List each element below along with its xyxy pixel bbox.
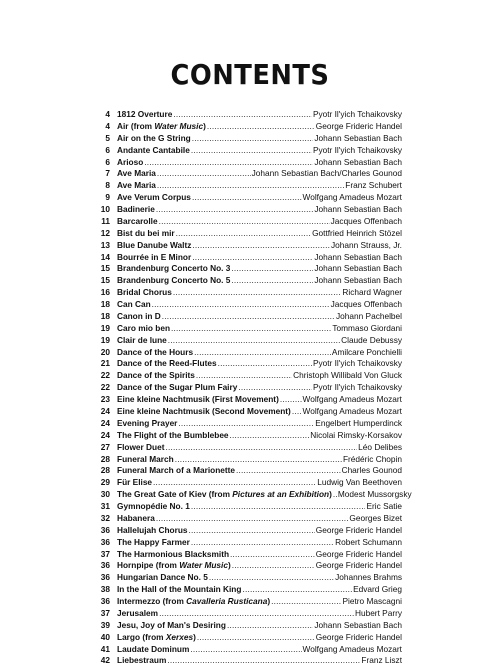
page-number: 21 bbox=[100, 358, 110, 369]
dot-leader bbox=[192, 132, 314, 144]
piece-title: Canon in D bbox=[117, 310, 161, 321]
composer-name: Frédéric Chopin bbox=[342, 453, 402, 464]
composer-name: Johann Sebastian Bach bbox=[314, 251, 402, 262]
dot-leader bbox=[231, 274, 313, 286]
dot-leader bbox=[152, 298, 330, 310]
toc-entry bbox=[117, 559, 402, 571]
piece-title: Dance of the Spirits bbox=[117, 370, 195, 381]
composer-name: Engelbert Humperdinck bbox=[315, 417, 402, 428]
page-number: 8 bbox=[105, 180, 110, 191]
composer-name: Johann Sebastian Bach bbox=[314, 263, 402, 274]
piece-title: Eine kleine Nachtmusik (First Movement) bbox=[117, 394, 279, 405]
dot-leader bbox=[167, 654, 360, 666]
toc-entry bbox=[117, 571, 402, 583]
dot-leader bbox=[191, 500, 366, 512]
composer-name: Johann Sebastian Bach bbox=[314, 204, 402, 215]
piece-title: Liebestraum bbox=[117, 655, 167, 666]
composer-name: George Frideric Handel bbox=[315, 120, 402, 131]
page-number: 19 bbox=[100, 334, 110, 345]
toc-row bbox=[0, 393, 500, 405]
toc-entry bbox=[117, 524, 402, 536]
toc-entry bbox=[117, 631, 402, 643]
dot-leader bbox=[191, 536, 334, 548]
dot-leader bbox=[196, 369, 292, 381]
page-number: 36 bbox=[100, 560, 110, 571]
toc-row bbox=[0, 227, 500, 239]
composer-name: Richard Wagner bbox=[342, 287, 402, 298]
toc-entry bbox=[117, 393, 402, 405]
toc-row bbox=[0, 464, 500, 476]
dot-leader bbox=[292, 405, 302, 417]
toc-entry bbox=[117, 548, 402, 560]
toc-row bbox=[0, 251, 500, 263]
composer-name: George Frideric Handel bbox=[315, 524, 402, 535]
composer-name: George Frideric Handel bbox=[315, 631, 402, 642]
composer-name: Tommaso Giordani bbox=[332, 322, 402, 333]
page-number: 29 bbox=[100, 477, 110, 488]
piece-title: Badinerie bbox=[117, 204, 155, 215]
toc-row bbox=[0, 441, 500, 453]
composer-name: Johann Sebastian Bach/Charles Gounod bbox=[251, 168, 402, 179]
piece-title: Für Elise bbox=[117, 477, 153, 488]
dot-leader bbox=[209, 571, 334, 583]
piece-title: Caro mio ben bbox=[117, 322, 171, 333]
dot-leader bbox=[173, 108, 312, 120]
toc-entry bbox=[117, 464, 402, 476]
toc-entry bbox=[117, 144, 402, 156]
composer-name: Franz Liszt bbox=[361, 655, 402, 666]
piece-title: Blue Danube Waltz bbox=[117, 239, 192, 250]
toc-row bbox=[0, 524, 500, 536]
toc-entry bbox=[117, 191, 402, 203]
toc-entry bbox=[117, 120, 402, 132]
composer-name: Johann Pachelbel bbox=[336, 310, 402, 321]
piece-title: Air on the G String bbox=[117, 132, 191, 143]
toc-row bbox=[0, 536, 500, 548]
page-number: 6 bbox=[105, 156, 110, 167]
dot-leader bbox=[231, 262, 313, 274]
page-number: 24 bbox=[100, 429, 110, 440]
page-number: 42 bbox=[100, 655, 110, 666]
page-number: 18 bbox=[100, 310, 110, 321]
composer-name: Claude Debussy bbox=[341, 334, 402, 345]
composer-name: Hubert Parry bbox=[354, 607, 402, 618]
piece-title: Funeral March of a Marionette bbox=[117, 465, 236, 476]
page-number: 24 bbox=[100, 417, 110, 428]
piece-title: Gymnopédie No. 1 bbox=[117, 501, 190, 512]
page-number: 36 bbox=[100, 524, 110, 535]
toc-row bbox=[0, 310, 500, 322]
toc-entry bbox=[117, 453, 402, 465]
dot-leader bbox=[173, 286, 342, 298]
page-number: 36 bbox=[100, 572, 110, 583]
dot-leader bbox=[194, 346, 331, 358]
piece-title: Can Can bbox=[117, 299, 151, 310]
page-number: 32 bbox=[100, 512, 110, 523]
toc-row bbox=[0, 476, 500, 488]
piece-title: Hungarian Dance No. 5 bbox=[117, 572, 208, 583]
piece-title: 1812 Overture bbox=[117, 109, 173, 119]
piece-title: Jerusalem bbox=[117, 607, 159, 618]
toc-entry bbox=[117, 488, 412, 500]
piece-title: Air (from Water Music) bbox=[117, 120, 206, 131]
page-number: 11 bbox=[101, 215, 110, 226]
toc-entry bbox=[117, 369, 402, 381]
toc-row bbox=[0, 346, 500, 358]
toc-entry bbox=[117, 322, 402, 334]
toc-row bbox=[0, 357, 500, 369]
composer-name: Pyotr Il'yich Tchaikovsky bbox=[312, 109, 402, 119]
piece-title: The Flight of the Bumblebee bbox=[117, 429, 229, 440]
toc-row bbox=[0, 179, 500, 191]
composer-name: Jacques Offenbach bbox=[330, 215, 402, 226]
piece-title: Habanera bbox=[117, 512, 155, 523]
dot-leader bbox=[159, 607, 354, 619]
composer-name: Johann Sebastian Bach bbox=[314, 156, 402, 167]
toc-entry bbox=[117, 346, 402, 358]
piece-title-italic: Pictures at an Exhibition bbox=[232, 489, 330, 500]
composer-name: Léo Delibes bbox=[358, 441, 402, 452]
piece-title: Barcarolle bbox=[117, 215, 158, 226]
toc-entry bbox=[117, 156, 402, 168]
dot-leader bbox=[159, 215, 330, 227]
toc-entry bbox=[117, 286, 402, 298]
piece-title: Ave Maria bbox=[117, 168, 156, 179]
page-number: 13 bbox=[100, 239, 110, 250]
toc-entry bbox=[117, 441, 402, 453]
toc-entry bbox=[117, 619, 402, 631]
dot-leader bbox=[280, 393, 302, 405]
dot-leader bbox=[197, 631, 315, 643]
toc-entry bbox=[117, 167, 402, 179]
dot-leader bbox=[178, 417, 314, 429]
dot-leader bbox=[175, 453, 342, 465]
composer-name: Johannes Brahms bbox=[335, 572, 402, 583]
toc-row bbox=[0, 298, 500, 310]
toc-row bbox=[0, 500, 500, 512]
page-number: 20 bbox=[100, 346, 110, 357]
toc-row bbox=[0, 488, 500, 500]
piece-title: Largo (from Xerxes) bbox=[117, 631, 196, 642]
dot-leader bbox=[189, 524, 315, 536]
dot-leader bbox=[238, 381, 312, 393]
piece-title: Andante Cantabile bbox=[117, 144, 190, 155]
piece-title: Intermezzo (from Cavalleria Rusticana) bbox=[117, 596, 271, 607]
page-number: 19 bbox=[100, 322, 110, 333]
composer-name: Eric Satie bbox=[366, 501, 402, 512]
dot-leader bbox=[156, 203, 314, 215]
toc-entry bbox=[117, 643, 402, 655]
piece-title: Ave Maria bbox=[117, 180, 156, 191]
piece-title: Eine kleine Nachtmusik (Second Movement) bbox=[117, 406, 291, 416]
toc-entry bbox=[117, 298, 402, 310]
page-number: 31 bbox=[100, 501, 110, 512]
piece-title: Ave Verum Corpus bbox=[117, 192, 191, 203]
page-number: 36 bbox=[100, 596, 110, 607]
toc-row bbox=[0, 595, 500, 607]
toc-entry bbox=[117, 215, 402, 227]
toc-entry bbox=[117, 262, 402, 274]
page-number: 37 bbox=[100, 607, 110, 618]
composer-name: Robert Schumann bbox=[335, 536, 402, 547]
page-number: 24 bbox=[100, 406, 110, 416]
toc-row bbox=[0, 453, 500, 465]
toc-row bbox=[0, 191, 500, 203]
composer-name: Pyotr Il'yich Tchaikovsky bbox=[312, 358, 402, 369]
dot-leader bbox=[192, 251, 313, 263]
toc-entry bbox=[117, 239, 402, 251]
page-number: 15 bbox=[100, 275, 110, 286]
toc-entry bbox=[117, 536, 402, 548]
composer-name: Gottfried Heinrich Stözel bbox=[312, 227, 402, 238]
piece-title: Clair de lune bbox=[117, 334, 167, 345]
toc-row bbox=[0, 286, 500, 298]
page-number: 9 bbox=[105, 192, 110, 203]
page-number: 12 bbox=[100, 227, 110, 238]
toc-row bbox=[0, 203, 500, 215]
page-number: 5 bbox=[105, 132, 110, 143]
dot-leader bbox=[230, 548, 315, 560]
toc-row bbox=[0, 512, 500, 524]
piece-title: Funeral March bbox=[117, 453, 174, 464]
toc-row bbox=[0, 548, 500, 560]
page-number: 41 bbox=[100, 643, 110, 654]
piece-title: Dance of the Reed-Flutes bbox=[117, 358, 217, 369]
toc-entry bbox=[117, 405, 402, 417]
composer-name: Johann Strauss, Jr. bbox=[330, 239, 402, 250]
page-number: 38 bbox=[100, 584, 110, 595]
dot-leader bbox=[168, 334, 340, 346]
piece-title: Bist du bei mir bbox=[117, 227, 175, 238]
dot-leader bbox=[165, 441, 357, 453]
toc-row bbox=[0, 156, 500, 168]
piece-title: Hornpipe (from Water Music) bbox=[117, 560, 231, 571]
dot-leader bbox=[271, 595, 341, 607]
toc-entry bbox=[117, 334, 402, 346]
toc-row bbox=[0, 274, 500, 286]
page-number: 28 bbox=[100, 465, 110, 476]
composer-name: Amilcare Ponchielli bbox=[331, 346, 402, 357]
composer-name: Edvard Grieg bbox=[353, 584, 402, 595]
piece-title-italic: Water Music bbox=[179, 560, 228, 571]
composer-name: Pyotr Il'yich Tchaikovsky bbox=[312, 144, 402, 155]
page-number: 39 bbox=[100, 619, 110, 630]
toc-row bbox=[0, 417, 500, 429]
page-number: 7 bbox=[105, 168, 110, 179]
dot-leader bbox=[242, 583, 352, 595]
page-number: 18 bbox=[100, 299, 110, 310]
toc-entry bbox=[117, 179, 402, 191]
piece-title: Laudate Dominum bbox=[117, 643, 190, 654]
toc-entry bbox=[117, 417, 402, 429]
page-number: 4 bbox=[105, 109, 110, 119]
composer-name: George Frideric Handel bbox=[315, 560, 402, 571]
toc-entry bbox=[117, 500, 402, 512]
toc-entry bbox=[117, 583, 402, 595]
toc-row bbox=[0, 334, 500, 346]
page-number: 4 bbox=[105, 120, 110, 131]
composer-name: George Frideric Handel bbox=[315, 548, 402, 559]
toc-entry bbox=[117, 108, 402, 120]
dot-leader bbox=[157, 179, 344, 191]
dot-leader bbox=[192, 239, 330, 251]
toc-row bbox=[0, 132, 500, 144]
toc-row bbox=[0, 262, 500, 274]
toc-entry bbox=[117, 512, 402, 524]
toc-row bbox=[0, 369, 500, 381]
dot-leader bbox=[236, 464, 341, 476]
toc-row bbox=[0, 583, 500, 595]
dot-leader bbox=[144, 156, 313, 168]
toc-row bbox=[0, 108, 500, 120]
piece-title-italic: Xerxes bbox=[165, 631, 194, 642]
page-number: 36 bbox=[100, 536, 110, 547]
toc-row bbox=[0, 559, 500, 571]
composer-name: Johann Sebastian Bach bbox=[314, 132, 402, 143]
toc-row bbox=[0, 571, 500, 583]
composer-name: Wolfgang Amadeus Mozart bbox=[302, 192, 402, 203]
dot-leader bbox=[230, 429, 310, 441]
toc-entry bbox=[117, 203, 402, 215]
composer-name: Charles Gounod bbox=[341, 465, 402, 476]
dot-leader bbox=[157, 167, 251, 179]
toc-row bbox=[0, 239, 500, 251]
dot-leader bbox=[333, 488, 337, 500]
composer-name: Johann Sebastian Bach bbox=[314, 619, 402, 630]
dot-leader bbox=[162, 310, 335, 322]
piece-title: Bridal Chorus bbox=[117, 287, 172, 298]
page-number: 28 bbox=[100, 453, 110, 464]
toc-row bbox=[0, 405, 500, 417]
toc-row bbox=[0, 381, 500, 393]
page-number: 15 bbox=[100, 263, 110, 274]
page-number: 10 bbox=[100, 204, 110, 215]
page-number: 16 bbox=[100, 287, 110, 298]
composer-name: Christoph Willibald Von Gluck bbox=[293, 370, 402, 381]
toc-row bbox=[0, 215, 500, 227]
page-number: 22 bbox=[100, 370, 110, 381]
toc-entry bbox=[117, 251, 402, 263]
page-number: 30 bbox=[100, 489, 110, 500]
composer-name: Pyotr Il'yich Tchaikovsky bbox=[312, 382, 402, 393]
composer-name: Wolfgang Amadeus Mozart bbox=[302, 643, 402, 654]
dot-leader bbox=[153, 476, 316, 488]
composer-name: Johann Sebastian Bach bbox=[314, 275, 402, 286]
piece-title: Brandenburg Concerto No. 3 bbox=[117, 263, 231, 274]
dot-leader bbox=[171, 322, 331, 334]
toc-entry bbox=[117, 654, 402, 666]
composer-name: Pietro Mascagni bbox=[342, 596, 402, 607]
toc-row bbox=[0, 607, 500, 619]
composer-name: Nicolai Rimsky-Korsakov bbox=[310, 429, 402, 440]
toc-entry bbox=[117, 381, 402, 393]
toc-entry bbox=[117, 607, 402, 619]
dot-leader bbox=[176, 227, 311, 239]
page-title: CONTENTS bbox=[170, 58, 330, 91]
toc-row bbox=[0, 144, 500, 156]
piece-title: Arioso bbox=[117, 156, 144, 167]
toc-row bbox=[0, 167, 500, 179]
composer-name: Georges Bizet bbox=[349, 512, 402, 523]
toc-row bbox=[0, 429, 500, 441]
dot-leader bbox=[156, 512, 349, 524]
composer-name: Modest Mussorgsky bbox=[337, 489, 412, 500]
piece-title-italic: Cavalleria Rusticana bbox=[186, 596, 268, 607]
toc-row bbox=[0, 619, 500, 631]
toc-entry bbox=[117, 274, 402, 286]
toc-row bbox=[0, 120, 500, 132]
toc-entry bbox=[117, 227, 402, 239]
piece-title: Dance of the Sugar Plum Fairy bbox=[117, 382, 238, 393]
page-number: 37 bbox=[100, 548, 110, 559]
page-number: 23 bbox=[100, 394, 110, 405]
piece-title: The Happy Farmer bbox=[117, 536, 190, 547]
piece-title: The Harmonious Blacksmith bbox=[117, 548, 230, 559]
toc-entry bbox=[117, 357, 402, 369]
dot-leader bbox=[192, 191, 302, 203]
piece-title: Flower Duet bbox=[117, 441, 165, 452]
piece-title-italic: Water Music bbox=[154, 120, 204, 131]
toc-entry bbox=[117, 595, 402, 607]
page-number: 6 bbox=[105, 144, 110, 155]
dot-leader bbox=[218, 357, 312, 369]
composer-name: Wolfgang Amadeus Mozart bbox=[302, 406, 402, 416]
piece-title: Bourrée in E Minor bbox=[117, 251, 192, 262]
toc-entry bbox=[117, 476, 402, 488]
toc-row bbox=[0, 654, 500, 666]
toc-row bbox=[0, 322, 500, 334]
piece-title: Brandenburg Concerto No. 5 bbox=[117, 275, 231, 286]
page-number: 14 bbox=[100, 251, 110, 262]
page-number: 40 bbox=[100, 631, 110, 642]
composer-name: Ludwig Van Beethoven bbox=[317, 477, 402, 488]
piece-title: The Great Gate of Kiev (from Pictures at an Exhibition) bbox=[117, 489, 332, 500]
composer-name: Jacques Offenbach bbox=[330, 299, 402, 310]
piece-title: Evening Prayer bbox=[117, 417, 178, 428]
toc-entry bbox=[117, 310, 402, 322]
piece-title: Jesu, Joy of Man's Desiring bbox=[117, 619, 226, 630]
piece-title: Hallelujah Chorus bbox=[117, 524, 188, 535]
piece-title: In the Hall of the Mountain King bbox=[117, 584, 242, 595]
dot-leader bbox=[227, 619, 313, 631]
toc-entry bbox=[117, 429, 402, 441]
dot-leader bbox=[232, 559, 315, 571]
composer-name: Franz Schubert bbox=[345, 180, 402, 191]
page-number: 27 bbox=[100, 441, 110, 452]
dot-leader bbox=[207, 120, 315, 132]
toc-row bbox=[0, 631, 500, 643]
toc-row bbox=[0, 643, 500, 655]
dot-leader bbox=[191, 144, 312, 156]
dot-leader bbox=[190, 643, 301, 655]
toc-entry bbox=[117, 132, 402, 144]
piece-title: Dance of the Hours bbox=[117, 346, 194, 357]
composer-name: Wolfgang Amadeus Mozart bbox=[302, 394, 402, 405]
page-number: 22 bbox=[100, 382, 110, 393]
